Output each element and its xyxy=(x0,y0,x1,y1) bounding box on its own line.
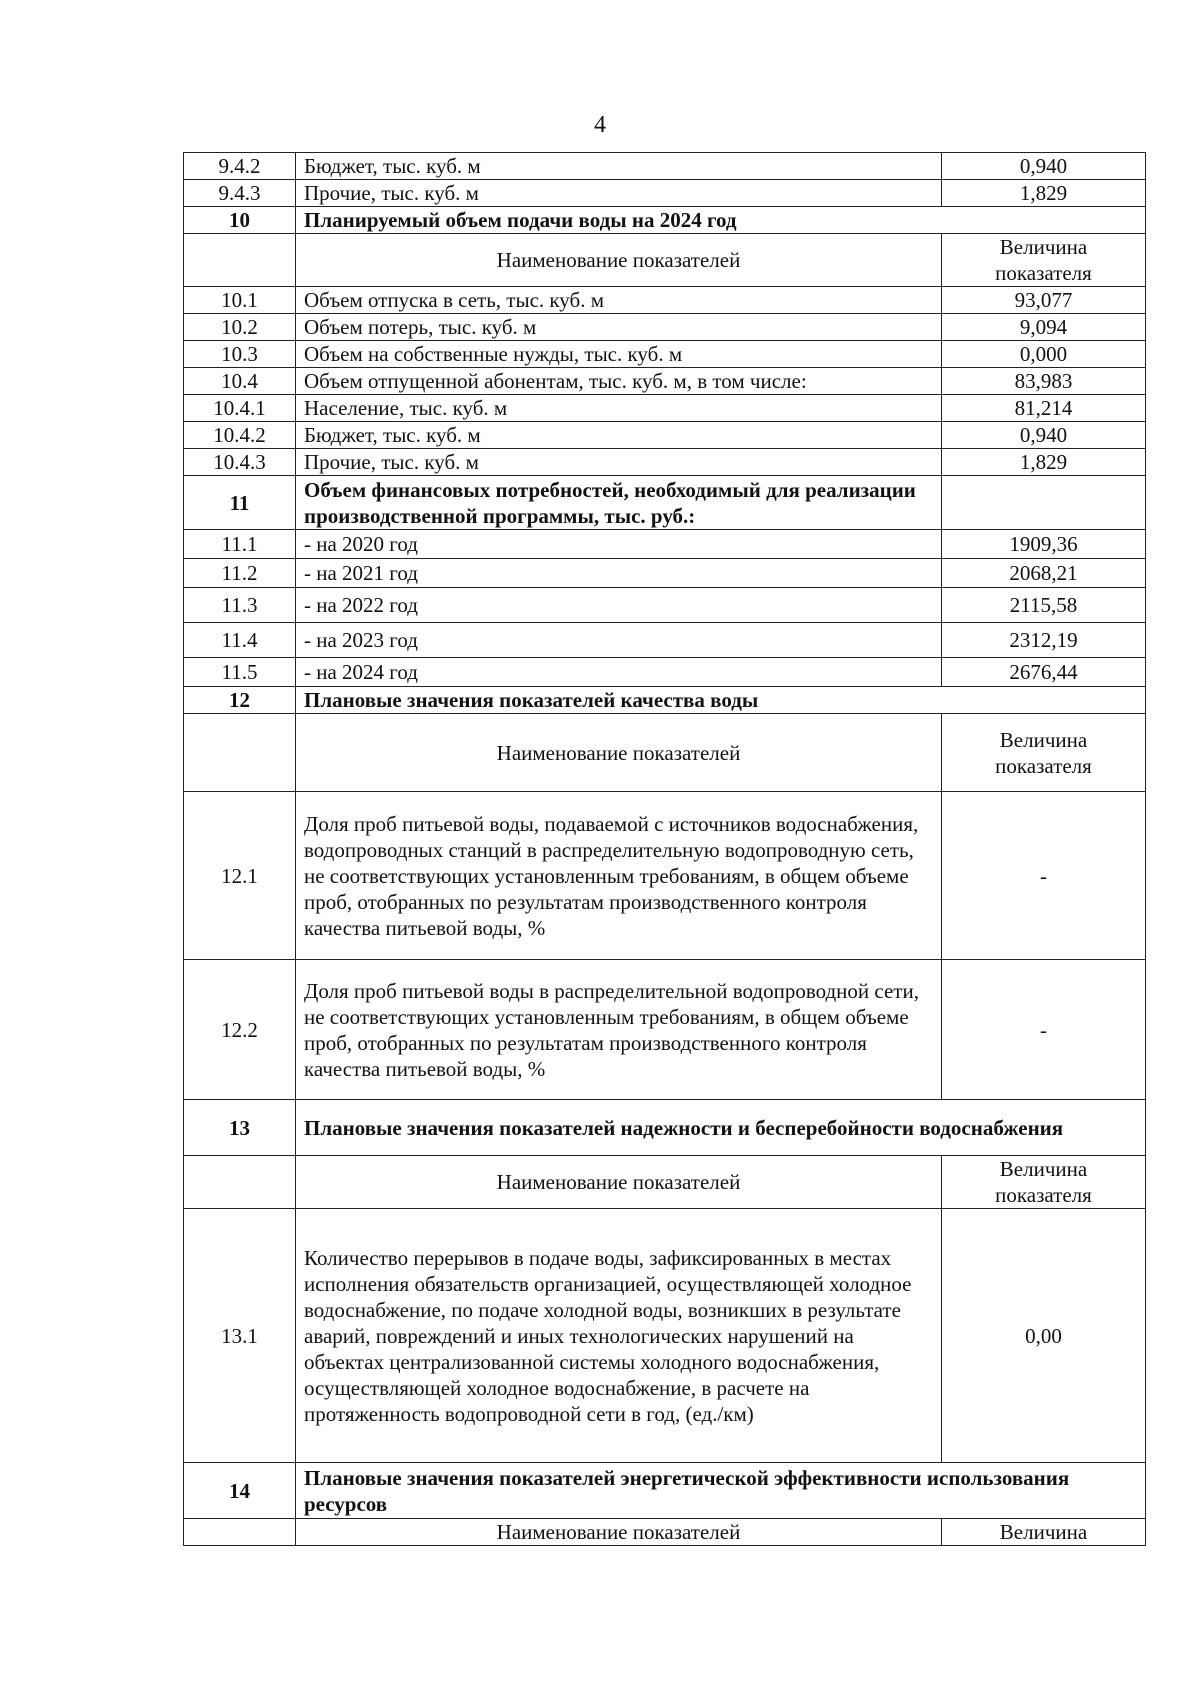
row-value: 0,940 xyxy=(942,422,1146,449)
row-number: 10.4 xyxy=(184,368,296,395)
table-row xyxy=(184,623,1146,658)
section-title: Плановые значения показателей качества воды xyxy=(296,687,1146,714)
row-value: - xyxy=(942,792,1146,960)
row-number: 11.5 xyxy=(184,658,296,687)
row-value: 2068,21 xyxy=(942,559,1146,588)
table-row xyxy=(184,658,1146,687)
row-value: - xyxy=(942,960,1146,1100)
header-indicator-value: Величина показателя xyxy=(942,714,1146,792)
row-name: Бюджет, тыс. куб. м xyxy=(296,153,942,180)
row-value: 93,077 xyxy=(942,287,1146,314)
section-number: 10 xyxy=(184,207,296,234)
table-row xyxy=(184,588,1146,623)
indicators-table xyxy=(183,152,1146,1546)
header-indicator-value: Величина показателя xyxy=(942,234,1146,287)
table-row xyxy=(184,314,1146,341)
row-value: 2115,58 xyxy=(942,588,1146,623)
row-number: 10.4.1 xyxy=(184,395,296,422)
row-name: - на 2020 год xyxy=(296,530,942,559)
section-row xyxy=(184,207,1146,234)
header-indicator-name: Наименование показателей xyxy=(296,714,942,792)
row-value: 0,940 xyxy=(942,153,1146,180)
row-value: 1909,36 xyxy=(942,530,1146,559)
row-name: Прочие, тыс. куб. м xyxy=(296,180,942,207)
header-indicator-value: Величина xyxy=(942,1519,1146,1546)
header-empty-cell xyxy=(184,1519,296,1546)
column-header-row xyxy=(184,1156,1146,1209)
row-number: 10.1 xyxy=(184,287,296,314)
row-number: 10.2 xyxy=(184,314,296,341)
table-row xyxy=(184,180,1146,207)
section-title: Плановые значения показателей надежности и бесперебойности водоснабжения xyxy=(296,1100,1146,1156)
section-value xyxy=(942,476,1146,530)
row-value: 0,000 xyxy=(942,341,1146,368)
row-number: 11.2 xyxy=(184,559,296,588)
section-title: Объем финансовых потребностей, необходимый для реализации производственной программы, тыс. руб.: xyxy=(296,476,942,530)
table-row xyxy=(184,792,1146,960)
section-row xyxy=(184,1100,1146,1156)
row-number: 12.2 xyxy=(184,960,296,1100)
header-empty-cell xyxy=(184,1156,296,1209)
section-number: 11 xyxy=(184,476,296,530)
section-row xyxy=(184,687,1146,714)
row-number: 11.3 xyxy=(184,588,296,623)
table-row xyxy=(184,530,1146,559)
table-row xyxy=(184,1209,1146,1463)
row-name: Объем отпущенной абонентам, тыс. куб. м, в том числе: xyxy=(296,368,942,395)
row-number: 10.4.2 xyxy=(184,422,296,449)
section-row xyxy=(184,1463,1146,1519)
row-number: 9.4.3 xyxy=(184,180,296,207)
row-number: 12.1 xyxy=(184,792,296,960)
header-indicator-name: Наименование показателей xyxy=(296,1519,942,1546)
table-row xyxy=(184,960,1146,1100)
table-row xyxy=(184,341,1146,368)
row-name: Объем потерь, тыс. куб. м xyxy=(296,314,942,341)
row-number: 9.4.2 xyxy=(184,153,296,180)
section-row xyxy=(184,476,1146,530)
row-name: - на 2021 год xyxy=(296,559,942,588)
row-number: 11.4 xyxy=(184,623,296,658)
row-name: Прочие, тыс. куб. м xyxy=(296,449,942,476)
row-name: Доля проб питьевой воды, подаваемой с источников водоснабжения, водопроводных станций в распределительную водопроводную сеть, не соответствующих установленным требованиям, в общем объеме проб, отобранных по результатам производственного контроля качества питьевой воды, % xyxy=(296,792,942,960)
table-row xyxy=(184,287,1146,314)
row-number: 11.1 xyxy=(184,530,296,559)
section-number: 14 xyxy=(184,1463,296,1519)
row-name: Количество перерывов в подаче воды, зафиксированных в местах исполнения обязательств организацией, осуществляющей холодное водоснабжение, по подаче холодной воды, возникших в результате аварий, повреждений и иных технологических нарушений на объектах централизованной системы холодного водоснабжения, осуществляющей холодное водоснабжение, в расчете на протяженность водопроводной сети в год, (ед./км) xyxy=(296,1209,942,1463)
row-name: Объем отпуска в сеть, тыс. куб. м xyxy=(296,287,942,314)
section-number: 13 xyxy=(184,1100,296,1156)
row-name: - на 2022 год xyxy=(296,588,942,623)
row-value: 1,829 xyxy=(942,449,1146,476)
row-name: Доля проб питьевой воды в распределительной водопроводной сети, не соответствующих установленным требованиям, в общем объеме проб, отобранных по результатам производственного контроля качества питьевой воды, % xyxy=(296,960,942,1100)
table-row xyxy=(184,422,1146,449)
row-name: - на 2023 год xyxy=(296,623,942,658)
table-row xyxy=(184,368,1146,395)
row-value: 81,214 xyxy=(942,395,1146,422)
header-indicator-value: Величина показателя xyxy=(942,1156,1146,1209)
row-name: - на 2024 год xyxy=(296,658,942,687)
page-number: 4 xyxy=(594,112,606,138)
row-number: 10.4.3 xyxy=(184,449,296,476)
header-indicator-name: Наименование показателей xyxy=(296,1156,942,1209)
row-value: 2312,19 xyxy=(942,623,1146,658)
row-value: 83,983 xyxy=(942,368,1146,395)
row-value: 1,829 xyxy=(942,180,1146,207)
header-empty-cell xyxy=(184,714,296,792)
table-row xyxy=(184,559,1146,588)
section-title: Планируемый объем подачи воды на 2024 год xyxy=(296,207,1146,234)
row-number: 13.1 xyxy=(184,1209,296,1463)
column-header-row xyxy=(184,714,1146,792)
row-value: 9,094 xyxy=(942,314,1146,341)
section-title: Плановые значения показателей энергетической эффективности использования ресурсов xyxy=(296,1463,1146,1519)
header-empty-cell xyxy=(184,234,296,287)
row-value: 0,00 xyxy=(942,1209,1146,1463)
row-name: Объем на собственные нужды, тыс. куб. м xyxy=(296,341,942,368)
section-number: 12 xyxy=(184,687,296,714)
header-indicator-name: Наименование показателей xyxy=(296,234,942,287)
table-row xyxy=(184,449,1146,476)
table-row xyxy=(184,395,1146,422)
row-name: Население, тыс. куб. м xyxy=(296,395,942,422)
column-header-row xyxy=(184,1519,1146,1546)
row-value: 2676,44 xyxy=(942,658,1146,687)
column-header-row xyxy=(184,234,1146,287)
row-name: Бюджет, тыс. куб. м xyxy=(296,422,942,449)
table-row xyxy=(184,153,1146,180)
row-number: 10.3 xyxy=(184,341,296,368)
